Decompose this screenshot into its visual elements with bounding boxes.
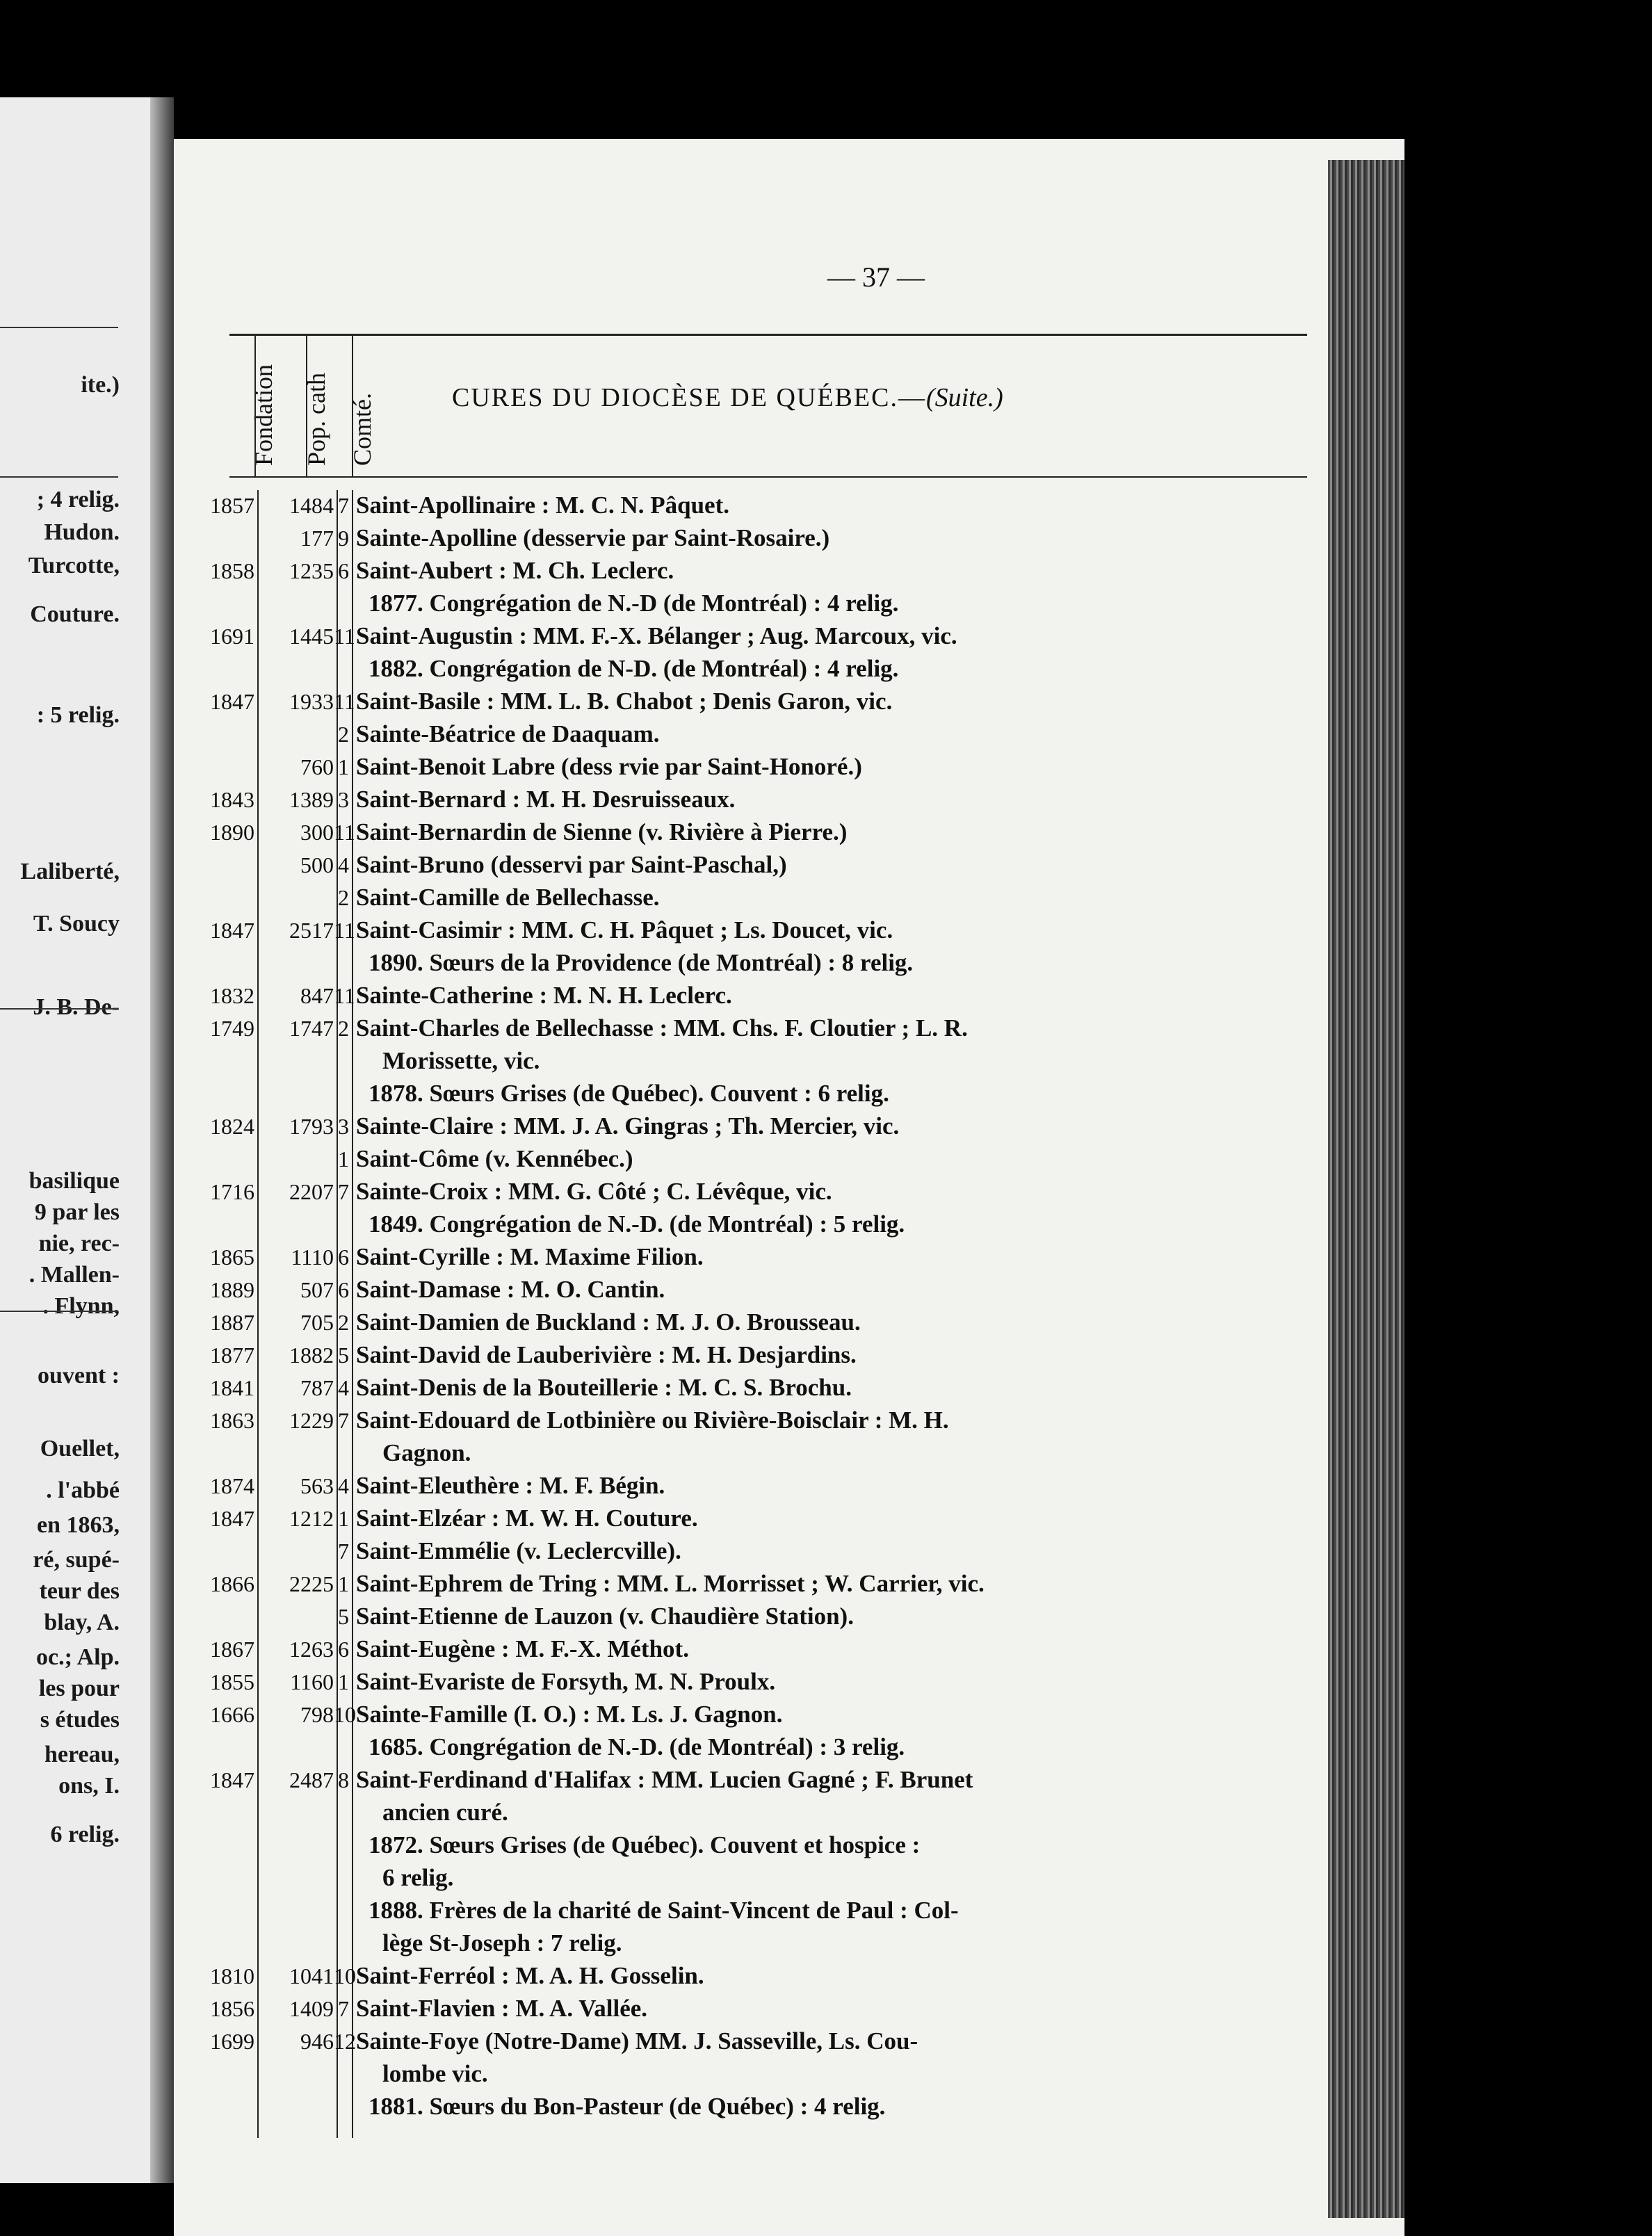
comte-cell: 1 [338,1506,349,1531]
table-row [174,2026,1404,2057]
comte-cell: 11 [334,983,355,1008]
comte-cell: 7 [338,1539,349,1564]
fondation-cell: 1855 [210,1669,254,1694]
population-cell: 177 [300,526,334,551]
comte-cell: 6 [338,1245,349,1270]
left-page-text-fragment: basilique [29,1168,120,1194]
left-page-text-fragment: : 5 relig. [36,702,120,728]
parish-entry-text: Saint-Apollinaire : M. C. N. Pâquet. [356,492,729,519]
population-cell: 1409 [289,1996,334,2021]
left-page-text-fragment: T. Soucy [33,911,120,937]
left-page-text-fragment: ons, I. [58,1773,120,1799]
left-page-text-fragment: hereau, [44,1742,120,1767]
comte-cell: 1 [338,1147,349,1172]
parish-entry-text: Saint-Bernard : M. H. Desruisseaux. [356,786,736,813]
parish-entry-text: Saint-Edouard de Lotbinière ou Rivière-Boisclair : M. H. [356,1407,949,1434]
parish-entry-text: Sainte-Catherine : M. N. H. Leclerc. [356,982,732,1009]
population-cell: 1747 [289,1016,334,1041]
parish-entry-text: Saint-Eleuthère : M. F. Bégin. [356,1472,665,1499]
table-row [174,1046,1404,1076]
parish-entry-text: Sainte-Famille (I. O.) : M. Ls. J. Gagnon. [356,1701,783,1728]
fondation-cell: 1877 [210,1343,254,1368]
comte-cell: 7 [338,1996,349,2021]
table-row [174,1405,1404,1436]
table-row [174,686,1404,717]
table-row [174,1699,1404,1730]
top-rule [229,334,1307,336]
table-row [174,523,1404,553]
table-row [174,556,1404,586]
parish-entry-text: Saint-Bruno (desservi par Saint-Paschal,) [356,851,787,878]
comte-cell: 9 [338,526,349,551]
fondation-cell: 1857 [210,493,254,518]
population-cell: 500 [300,852,334,877]
table-row [174,1634,1404,1664]
left-page-text-fragment: . Mallen- [29,1262,120,1288]
table-row [174,1438,1404,1468]
book-gutter [150,97,174,2183]
left-page-text-fragment: les pour [38,1676,120,1701]
table-row [174,1601,1404,1632]
table-row [174,1993,1404,2024]
table-title [452,382,1003,413]
population-cell: 563 [300,1473,334,1498]
table-row [174,1471,1404,1501]
table-row [174,980,1404,1011]
parish-entry-text: 1881. Sœurs du Bon-Pasteur (de Québec) : 4 relig. [369,2093,886,2120]
table-row [174,1372,1404,1403]
comte-cell: 6 [338,558,349,583]
fondation-cell: 1863 [210,1408,254,1433]
population-cell: 1389 [289,787,334,812]
fondation-cell: 1824 [210,1114,254,1139]
population-cell: 1445 [289,624,334,649]
comte-cell: 11 [334,918,355,943]
parish-entry-text: lège St-Joseph : 7 relig. [382,1929,622,1956]
table-row [174,1667,1404,1697]
left-page-text-fragment: s études [40,1707,120,1733]
comte-cell: 7 [338,493,349,518]
table-row [174,1895,1404,1926]
column-header-fondation: Fondation [250,364,277,466]
left-page-text-fragment: 6 relig. [50,1822,120,1847]
parish-entry-text: Saint-Denis de la Bouteillerie : M. C. S. Brochu. [356,1374,852,1401]
population-cell: 2487 [289,1767,334,1792]
left-page-text-fragment: nie, rec- [38,1231,120,1256]
population-cell: 705 [300,1310,334,1335]
population-cell: 2225 [289,1571,334,1596]
parish-entry-text: 1685. Congrégation de N.-D. (de Montréal) : 3 relig. [369,1733,905,1760]
parish-entry-text: Saint-Damien de Buckland : M. J. O. Brousseau. [356,1309,861,1336]
fondation-cell: 1666 [210,1702,254,1727]
population-cell: 847 [300,983,334,1008]
comte-cell: 2 [338,1310,349,1335]
fondation-cell: 1858 [210,558,254,583]
population-cell: 1229 [289,1408,334,1433]
table-row [174,1209,1404,1240]
table-row [174,817,1404,848]
comte-cell: 7 [338,1179,349,1204]
header-column-divider [306,335,307,478]
table-row [174,1111,1404,1142]
table-row [174,621,1404,651]
comte-cell: 5 [338,1604,349,1629]
table-row [174,1830,1404,1861]
comte-cell: 6 [338,1277,349,1302]
left-page-text-fragment: Turcotte, [28,553,120,578]
parish-entry-text: Sainte-Béatrice de Daaquam. [356,720,660,747]
parish-entry-text: lombe vic. [382,2060,488,2087]
table-row [174,1307,1404,1338]
parish-entry-text: Sainte-Apolline (desservie par Saint-Rosaire.) [356,524,830,551]
left-page-text-fragment: teur des [39,1578,120,1604]
parish-entry-text: Sainte-Claire : MM. J. A. Gingras ; Th. Mercier, vic. [356,1112,900,1140]
comte-cell: 4 [338,852,349,877]
comte-cell: 2 [338,885,349,910]
fondation-cell: 1810 [210,1963,254,1988]
comte-cell: 11 [334,624,355,649]
left-page-text-fragment: en 1863, [37,1512,120,1538]
table-row [174,1144,1404,1174]
table-row [174,1078,1404,1109]
population-cell: 760 [300,754,334,779]
population-cell: 2207 [289,1179,334,1204]
left-page-text-fragment: Couture. [30,601,120,627]
population-cell: 1041 [289,1963,334,1988]
parish-entry-text: Saint-Camille de Bellechasse. [356,884,660,911]
population-cell: 1263 [289,1637,334,1662]
left-page-rule [0,1008,118,1010]
left-page-rule [0,476,118,478]
fondation-cell: 1749 [210,1016,254,1041]
table-row [174,1340,1404,1370]
table-row [174,1536,1404,1566]
parish-entry-text: Sainte-Foye (Notre-Dame) MM. J. Sasseville, Ls. Cou- [356,2027,918,2055]
comte-cell: 2 [338,722,349,747]
table-row [174,1961,1404,1991]
fondation-cell: 1847 [210,918,254,943]
parish-entry-text: Saint-Benoit Labre (dess rvie par Saint-Honoré.) [356,753,862,780]
left-page-text-fragment: ite.) [81,372,120,398]
table-row [174,2091,1404,2122]
book-page-edges [1328,160,1404,2218]
parish-entry-text: Saint-Etienne de Lauzon (v. Chaudière Station). [356,1603,854,1630]
table-row [174,1732,1404,1763]
header-column-divider [254,335,256,478]
book-page [174,139,1404,2236]
parish-entry-text: Saint-Augustin : MM. F.-X. Bélanger ; Aug. Marcoux, vic. [356,622,957,649]
table-row [174,490,1404,521]
parish-entry-text: Saint-Ephrem de Tring : MM. L. Morrisset ; W. Carrier, vic. [356,1570,985,1597]
fondation-cell: 1856 [210,1996,254,2021]
page-number: — 37 — [827,261,925,293]
fondation-cell: 1691 [210,624,254,649]
parish-entry-text: 1872. Sœurs Grises (de Québec). Couvent et hospice : [369,1831,921,1858]
parish-entry-text: Saint-Eugène : M. F.-X. Méthot. [356,1635,689,1662]
fondation-cell: 1890 [210,820,254,845]
population-cell: 507 [300,1277,334,1302]
column-header-pop-cath: Pop. cath [302,373,330,466]
population-cell: 1882 [289,1343,334,1368]
parish-entry-text: Saint-Flavien : M. A. Vallée. [356,1995,648,2022]
parish-entry-text: Saint-Damase : M. O. Cantin. [356,1276,665,1303]
table-row [174,1503,1404,1534]
table-row [174,588,1404,619]
comte-cell: 10 [334,1963,356,1988]
parish-entry-text: 1878. Sœurs Grises (de Québec). Couvent : 6 relig. [369,1080,889,1107]
comte-cell: 7 [338,1408,349,1433]
table-row [174,1797,1404,1828]
left-page-text-fragment: Hudon. [44,519,120,545]
fondation-cell: 1866 [210,1571,254,1596]
left-page-text-fragment: . Flynn, [42,1293,120,1319]
comte-cell: 2 [338,1016,349,1041]
left-page-rule [0,1311,118,1312]
population-cell: 1212 [289,1506,334,1531]
parish-entry-text: 1888. Frères de la charité de Saint-Vincent de Paul : Col- [369,1897,959,1924]
table-title-main: CURES DU DIOCÈSE DE QUÉBEC.— [452,383,926,412]
column-header-comte: Comté. [348,393,376,466]
table-row [174,1569,1404,1599]
parish-entry-text: Saint-Charles de Bellechasse : MM. Chs. F. Cloutier ; L. R. [356,1014,968,1042]
table-row [174,1013,1404,1044]
left-page-text-fragment: ré, supé- [33,1547,120,1573]
comte-cell: 4 [338,1375,349,1400]
parish-entry-text: 1877. Congrégation de N.-D (de Montréal) : 4 relig. [369,590,899,617]
parish-entry-text: Saint-Emmélie (v. Leclercville). [356,1537,681,1564]
parish-entry-text: Saint-Bernardin de Sienne (v. Rivière à Pierre.) [356,818,848,845]
header-column-divider [352,335,353,478]
comte-cell: 11 [334,689,355,714]
table-row [174,1274,1404,1305]
parish-entry-text: Gagnon. [382,1439,471,1466]
parish-entry-text: Saint-David de Lauberivière : M. H. Desjardins. [356,1341,857,1368]
comte-cell: 5 [338,1343,349,1368]
table-row [174,948,1404,978]
table-row [174,784,1404,815]
table-row [174,915,1404,946]
left-page-text-fragment: oc.; Alp. [36,1644,120,1670]
comte-cell: 10 [334,1702,356,1727]
parish-entry-text: ancien curé. [382,1799,508,1826]
table-title-suffix: (Suite.) [925,383,1003,412]
table-row [174,1242,1404,1272]
left-page-text-fragment: J. B. De- [33,994,120,1020]
left-page-text-fragment: 9 par les [34,1199,120,1225]
header-rule [229,476,1307,478]
left-page-text-fragment: Laliberté, [20,859,120,884]
parish-entry-text: Saint-Elzéar : M. W. H. Couture. [356,1505,698,1532]
comte-cell: 4 [338,1473,349,1498]
fondation-cell: 1887 [210,1310,254,1335]
fondation-cell: 1841 [210,1375,254,1400]
table-row [174,1863,1404,1893]
table-row [174,1176,1404,1207]
parish-entry-text: Sainte-Croix : MM. G. Côté ; C. Lévêque, vic. [356,1178,832,1205]
parish-entry-text: 1849. Congrégation de N.-D. (de Montréal) : 5 relig. [369,1210,905,1238]
parish-entry-text: 1890. Sœurs de la Providence (de Montréal) : 8 relig. [369,949,914,976]
population-cell: 946 [300,2029,334,2054]
population-cell: 1933 [289,689,334,714]
parish-entry-text: 6 relig. [382,1864,454,1891]
parish-entry-text: 1882. Congrégation de N-D. (de Montréal) : 4 relig. [369,655,899,682]
fondation-cell: 1832 [210,983,254,1008]
table-row [174,654,1404,684]
table-row [174,850,1404,880]
fondation-cell: 1843 [210,787,254,812]
comte-cell: 3 [338,787,349,812]
table-row [174,719,1404,750]
fondation-cell: 1889 [210,1277,254,1302]
population-cell: 1110 [291,1245,334,1270]
previous-page-fragment [0,97,174,2183]
comte-cell: 8 [338,1767,349,1792]
table-row [174,2059,1404,2089]
fondation-cell: 1699 [210,2029,254,2054]
left-page-text-fragment: . l'abbé [46,1477,120,1503]
comte-cell: 6 [338,1637,349,1662]
parish-entry-text: Saint-Ferdinand d'Halifax : MM. Lucien Gagné ; F. Brunet [356,1766,973,1793]
table-row [174,752,1404,782]
left-page-text-fragment: ouvent : [37,1363,120,1388]
comte-cell: 1 [338,1571,349,1596]
left-page-rule [0,327,118,328]
fondation-cell: 1716 [210,1179,254,1204]
population-cell: 1235 [289,558,334,583]
parish-entry-text: Saint-Aubert : M. Ch. Leclerc. [356,557,674,584]
left-page-text-fragment: Ouellet, [40,1436,120,1461]
parish-entry-text: Saint-Cyrille : M. Maxime Filion. [356,1243,704,1270]
parish-entry-text: Saint-Casimir : MM. C. H. Pâquet ; Ls. Doucet, vic. [356,916,893,943]
population-cell: 1484 [289,493,334,518]
table-row [174,1928,1404,1959]
parish-entry-text: Saint-Basile : MM. L. B. Chabot ; Denis Garon, vic. [356,688,893,715]
parish-entry-text: Morissette, vic. [382,1047,540,1074]
fondation-cell: 1847 [210,689,254,714]
comte-cell: 12 [334,2029,356,2054]
population-cell: 1793 [289,1114,334,1139]
comte-cell: 1 [338,1669,349,1694]
population-cell: 1160 [290,1669,334,1694]
parish-entry-text: Saint-Ferréol : M. A. H. Gosselin. [356,1962,704,1989]
population-cell: 300 [300,820,334,845]
comte-cell: 11 [334,820,355,845]
left-page-text-fragment: ; 4 relig. [36,487,120,512]
table-row [174,882,1404,913]
fondation-cell: 1847 [210,1767,254,1792]
fondation-cell: 1874 [210,1473,254,1498]
left-page-text-fragment: blay, A. [44,1610,120,1635]
comte-cell: 3 [338,1114,349,1139]
parish-entry-text: Saint-Côme (v. Kennébec.) [356,1145,633,1172]
table-row [174,1765,1404,1795]
population-cell: 798 [300,1702,334,1727]
fondation-cell: 1867 [210,1637,254,1662]
population-cell: 787 [300,1375,334,1400]
fondation-cell: 1847 [210,1506,254,1531]
parish-entry-text: Saint-Evariste de Forsyth, M. N. Proulx. [356,1668,776,1695]
population-cell: 2517 [289,918,334,943]
comte-cell: 1 [338,754,349,779]
fondation-cell: 1865 [210,1245,254,1270]
